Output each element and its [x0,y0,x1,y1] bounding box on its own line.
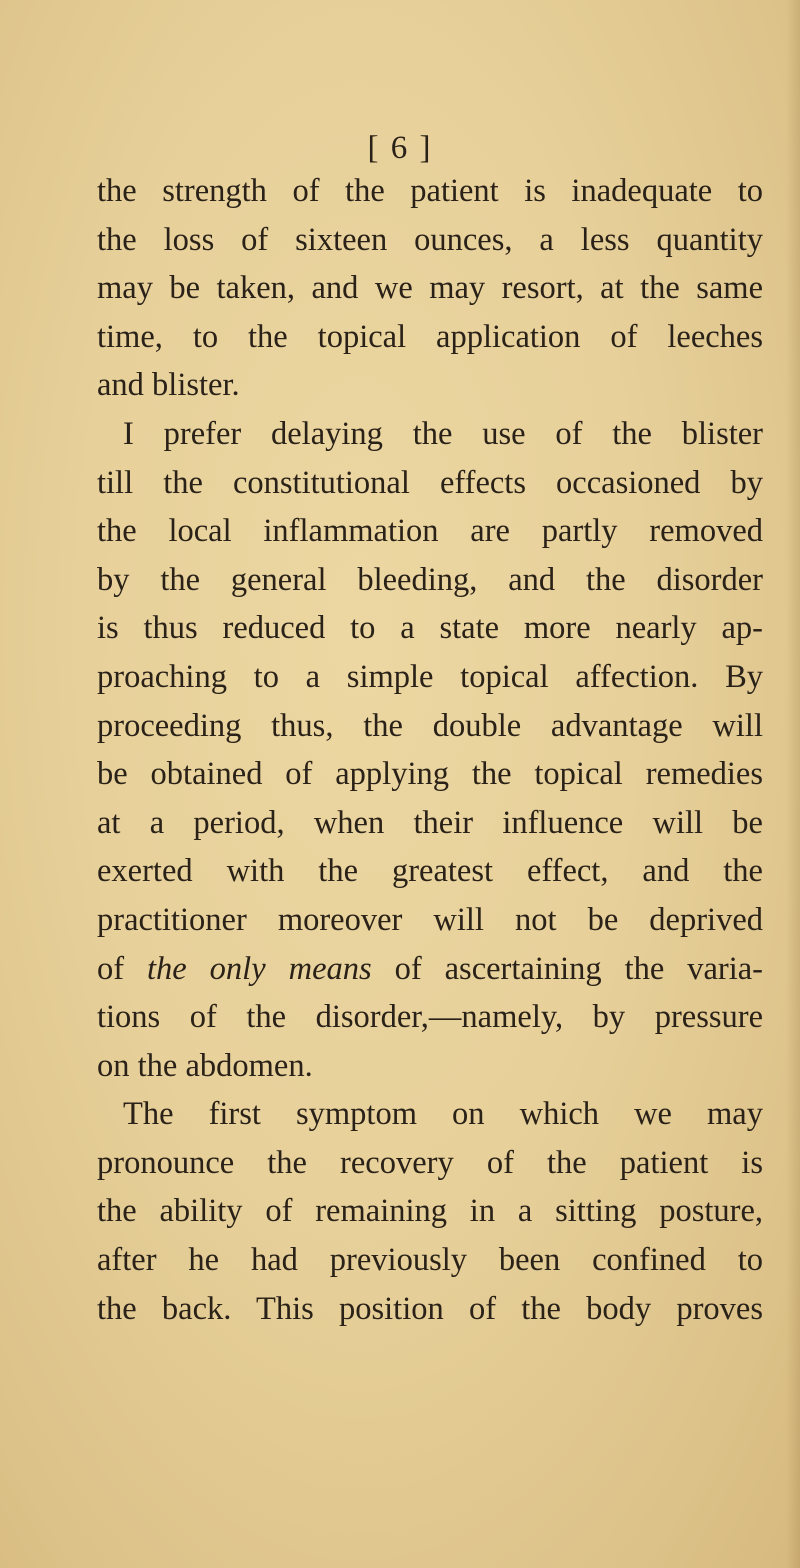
text-line: till the constitutional effects occasioned by [97,464,763,501]
text-line: The first symptom on which we may [123,1096,763,1133]
text-line: be obtained of applying the topical remedies [97,756,763,793]
body-text [97,167,763,1333]
paragraph-3 [97,1090,763,1333]
text-run: of [97,950,148,987]
text-line: after he had previously been confined to [97,1242,763,1279]
text-line: the loss of sixteen ounces, a less quantity [97,221,763,258]
page-edge-shadow [786,0,800,1568]
text-line: proceeding thus, the double advantage will [97,707,763,744]
text-line: I prefer delaying the use of the blister [123,415,763,452]
text-line: time, to the topical application of leeches [97,318,763,355]
paragraph-1 [97,167,763,410]
text-line: the strength of the patient is inadequate to [97,173,763,209]
text-line: at a period, when their influence will be [97,804,763,841]
text-line: and blister. [97,367,240,404]
text-line: proaching to a simple topical affection. By [97,658,763,695]
page-number: [ 6 ] [367,130,433,166]
text-line: pronounce the recovery of the patient is [97,1144,763,1181]
text-line: the ability of remaining in a sitting posture, [97,1193,763,1230]
text-line: may be taken, and we may resort, at the same [97,270,763,307]
text-line: by the general bleeding, and the disorder [97,561,763,598]
text-line: the back. This position of the body proves [97,1290,763,1327]
text-line: is thus reduced to a state more nearly ap- [97,610,763,647]
text-line-with-italic [97,945,763,994]
text-line: on the abdomen. [97,1047,313,1084]
text-line: exerted with the greatest effect, and the [97,853,763,890]
text-line: practitioner moreover will not be deprived [97,901,763,938]
text-run: of ascertaining the varia- [371,950,764,987]
text-line: tions of the disorder,—namely, by pressure [97,999,763,1036]
text-line: the local inflammation are partly removed [97,513,763,550]
paragraph-2 [97,410,763,1090]
italic-phrase: the only means [147,950,372,987]
